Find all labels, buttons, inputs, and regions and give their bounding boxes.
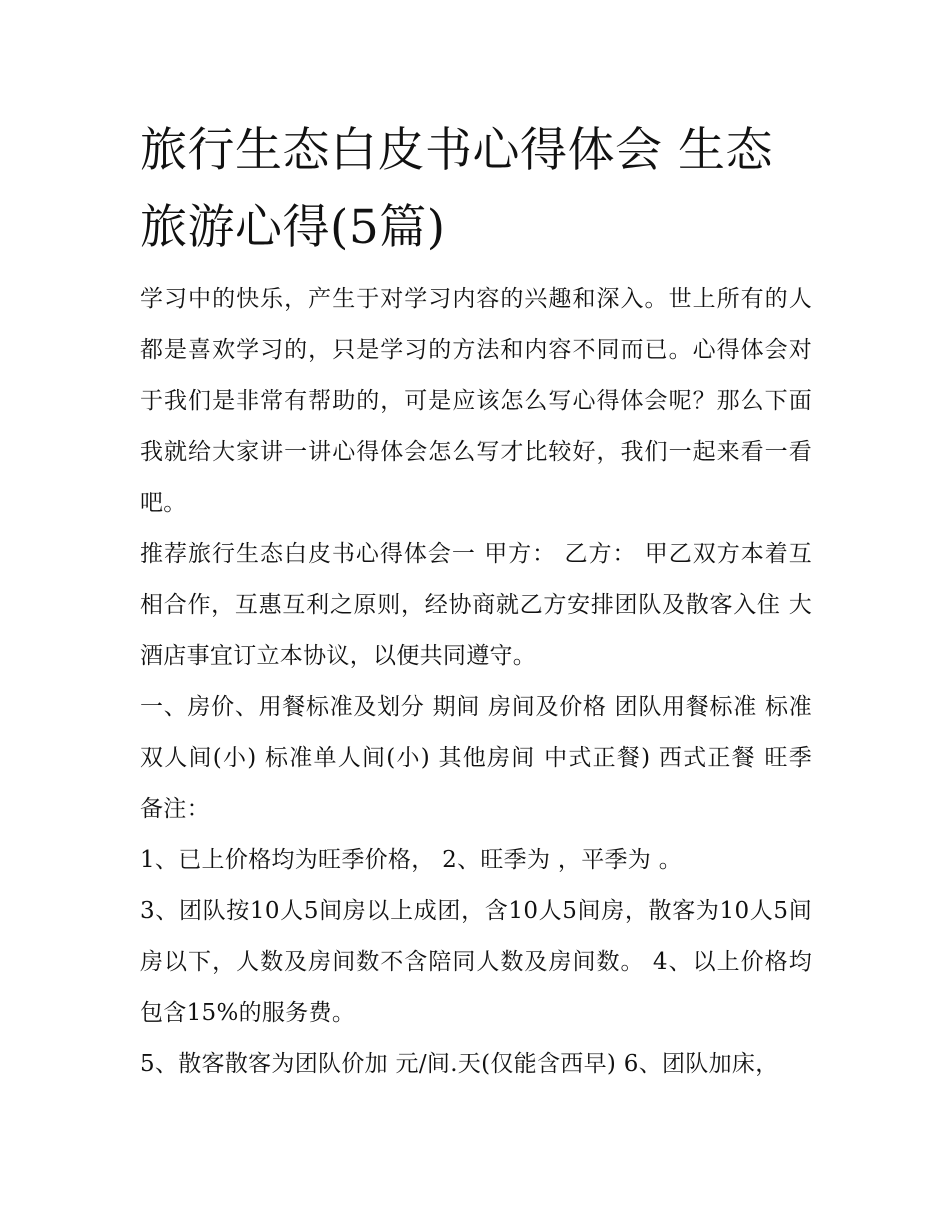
document-title: 旅行生态白皮书心得体会 生态旅游心得(5篇)	[140, 123, 773, 255]
paragraph-intro: 学习中的快乐，产生于对学习内容的兴趣和深入。世上所有的人都是喜欢学习的，只是学习的方法和内容不同而已。心得体会对于我们是非常有帮助的，可是应该怎么写心得体会呢？那么下面我就给大家讲一讲心得体会怎么写才比较好，我们一起来看一看吧。	[140, 286, 812, 516]
paragraph-note-1: 1、已上价格均为旺季价格， 2、旺季为 ，平季为 。	[140, 847, 682, 873]
paragraph-note-5: 5、散客散客为团队价加 元/间.天(仅能含西早) 6、团队加床，	[140, 1051, 779, 1077]
paragraph-room-rates: 一、房价、用餐标准及划分 期间 房间及价格 团队用餐标准 标准双人间(小) 标准单人间(小) 其他房间 中式正餐) 西式正餐 旺季 备注：	[140, 694, 812, 822]
document-body	[140, 112, 812, 1090]
paragraph-agreement: 推荐旅行生态白皮书心得体会一 甲方： 乙方： 甲乙双方本着互相合作，互惠互利之原则，经协商就乙方安排团队及散客入住 大酒店事宜订立本协议，以便共同遵守。	[140, 541, 812, 669]
paragraph-note-3: 3、团队按10人5间房以上成团，含10人5间房，散客为10人5间房以下，人数及房间数不含陪同人数及房间数。 4、以上价格均包含15%的服务费。	[140, 898, 812, 1026]
